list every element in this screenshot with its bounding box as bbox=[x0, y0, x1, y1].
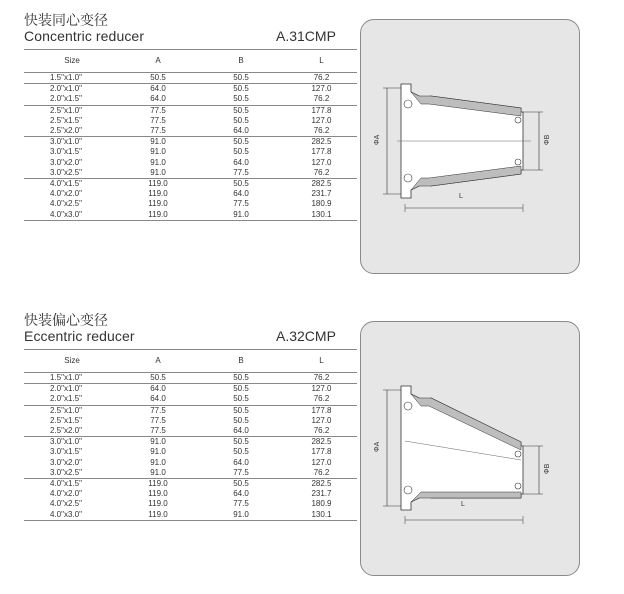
cell-size bbox=[24, 147, 120, 157]
cell-a: 77.5 bbox=[120, 426, 196, 437]
table-row bbox=[24, 84, 357, 95]
header-a: A bbox=[120, 50, 196, 73]
product-code: A.32CMP bbox=[276, 328, 336, 344]
section-title-chinese: 快装同心变径 bbox=[24, 12, 108, 28]
cell-l: 180.9 bbox=[311, 199, 332, 209]
cell-l: 76.2 bbox=[286, 394, 357, 405]
cell-size bbox=[24, 189, 120, 199]
cell-size bbox=[24, 426, 120, 437]
eccentric-reducer-drawing bbox=[361, 322, 579, 575]
size-value: 3.0"x1.5" bbox=[50, 447, 82, 457]
cell-b: 77.5 bbox=[196, 168, 286, 179]
size-value: 2.0"x1.0" bbox=[50, 384, 82, 394]
cell-size bbox=[24, 168, 120, 179]
cell-l: 282.5 bbox=[311, 437, 332, 447]
cell-l: 127.0 bbox=[311, 84, 332, 94]
header-l: L bbox=[286, 50, 357, 73]
cell-b: 50.5 bbox=[196, 94, 286, 105]
table-row-group bbox=[24, 73, 357, 84]
reducer-body-outline bbox=[401, 386, 523, 510]
left-upper-groove bbox=[404, 402, 412, 410]
cell-size bbox=[24, 499, 120, 509]
cell-l: 76.2 bbox=[286, 426, 357, 437]
cell-b: 50.5 bbox=[233, 384, 249, 394]
cell-l: 127.0 bbox=[311, 457, 332, 467]
cell-l: 76.2 bbox=[286, 373, 357, 384]
table-row bbox=[24, 189, 357, 199]
dimension-table bbox=[24, 49, 357, 221]
cell-size bbox=[24, 137, 120, 148]
cell-l: 127.0 bbox=[311, 384, 332, 394]
size-value: 2.5"x1.0" bbox=[50, 405, 82, 415]
table-row-group bbox=[24, 373, 357, 384]
cell-l: 127.0 bbox=[311, 157, 332, 167]
cell-a: 119.0 bbox=[148, 199, 168, 209]
table-row bbox=[24, 479, 357, 490]
table-row bbox=[24, 468, 357, 479]
size-value: 2.5"x1.5" bbox=[50, 115, 82, 125]
cell-a: 64.0 bbox=[120, 94, 196, 105]
size-value: 4.0"x2.5" bbox=[50, 199, 82, 209]
cell-b: 50.5 bbox=[233, 137, 249, 147]
cell-size bbox=[24, 468, 120, 479]
cell-l: 127.0 bbox=[311, 115, 332, 125]
cell-b: 50.5 bbox=[233, 447, 249, 457]
cell-size bbox=[24, 489, 120, 499]
dimension-b-label: ΦB bbox=[544, 463, 551, 474]
eccentric-reducer-diagram bbox=[360, 321, 580, 576]
cell-b: 64.0 bbox=[233, 489, 249, 499]
cell-l: 127.0 bbox=[311, 415, 332, 425]
cell-size bbox=[24, 447, 120, 457]
cell-a: 91.0 bbox=[150, 147, 166, 157]
table-row bbox=[24, 510, 357, 521]
table-row-group bbox=[24, 384, 357, 405]
cell-a: 77.5 bbox=[150, 405, 166, 415]
cell-size bbox=[24, 94, 120, 105]
cell-a: 91.0 bbox=[120, 168, 196, 179]
cell-a: 64.0 bbox=[120, 394, 196, 405]
cell-l: 282.5 bbox=[311, 479, 332, 489]
cell-a: 50.5 bbox=[120, 73, 196, 84]
cell-a: 77.5 bbox=[150, 415, 166, 425]
size-value: 3.0"x2.5" bbox=[50, 167, 82, 177]
table-row-group bbox=[24, 137, 357, 179]
cell-l: 282.5 bbox=[311, 137, 332, 147]
lower-wall-section bbox=[411, 492, 521, 502]
table-row bbox=[24, 426, 357, 437]
cell-size bbox=[24, 458, 120, 468]
right-lower-groove bbox=[515, 483, 521, 489]
cell-b: 50.5 bbox=[196, 73, 286, 84]
table-row bbox=[24, 179, 357, 190]
size-value: 4.0"x2.0" bbox=[50, 189, 82, 199]
cell-size bbox=[24, 116, 120, 126]
size-value: 2.5"x2.0" bbox=[50, 426, 82, 436]
cell-l: 177.8 bbox=[311, 147, 332, 157]
cell-b: 50.5 bbox=[233, 479, 249, 489]
table-row bbox=[24, 210, 357, 221]
size-value: 2.0"x1.5" bbox=[50, 94, 82, 104]
table-row-group bbox=[24, 405, 357, 437]
cell-a: 119.0 bbox=[148, 189, 168, 199]
cell-l: 231.7 bbox=[311, 189, 332, 199]
cell-size bbox=[24, 479, 120, 490]
cell-l: 76.2 bbox=[286, 168, 357, 179]
cell-b: 91.0 bbox=[196, 510, 286, 521]
cell-a: 91.0 bbox=[150, 447, 166, 457]
cell-l: 177.8 bbox=[311, 105, 332, 115]
dimension-a-label: ΦA bbox=[374, 134, 381, 145]
cell-a: 64.0 bbox=[150, 384, 166, 394]
left-lower-groove bbox=[404, 486, 412, 494]
table-row bbox=[24, 147, 357, 157]
cell-size bbox=[24, 384, 120, 395]
cell-a: 77.5 bbox=[150, 105, 166, 115]
cell-b: 77.5 bbox=[233, 199, 249, 209]
cell-b: 64.0 bbox=[196, 426, 286, 437]
size-value: 1.5"x1.0" bbox=[50, 373, 82, 382]
cell-b: 50.5 bbox=[233, 84, 249, 94]
table-row bbox=[24, 384, 357, 395]
size-value: 3.0"x1.0" bbox=[50, 137, 82, 147]
cell-a: 91.0 bbox=[150, 437, 166, 447]
cell-size bbox=[24, 510, 120, 521]
left-lower-groove bbox=[404, 174, 412, 182]
size-value: 3.0"x2.0" bbox=[50, 157, 82, 167]
header-size: Size bbox=[24, 350, 120, 373]
cell-a: 119.0 bbox=[148, 179, 168, 189]
right-lower-groove bbox=[515, 159, 521, 165]
table-row bbox=[24, 168, 357, 179]
cell-l: 282.5 bbox=[311, 179, 332, 189]
cell-b: 50.5 bbox=[196, 394, 286, 405]
size-value: 4.0"x1.5" bbox=[50, 179, 82, 189]
table-row bbox=[24, 199, 357, 209]
cell-a: 119.0 bbox=[120, 210, 196, 221]
header-l: L bbox=[286, 350, 357, 373]
table-row-group bbox=[24, 179, 357, 221]
table-header-row bbox=[24, 350, 357, 373]
size-value: 2.5"x2.0" bbox=[50, 126, 82, 136]
table-row bbox=[24, 373, 357, 384]
cell-b: 50.5 bbox=[233, 405, 249, 415]
table-row bbox=[24, 437, 357, 448]
cell-size bbox=[24, 416, 120, 426]
cell-b: 50.5 bbox=[233, 415, 249, 425]
cell-size bbox=[24, 405, 120, 416]
cell-a: 119.0 bbox=[148, 489, 168, 499]
eccentric-reducer-section bbox=[0, 300, 624, 590]
cell-b: 77.5 bbox=[196, 468, 286, 479]
cell-l: 177.8 bbox=[311, 405, 332, 415]
section-title-english: Eccentric reducer bbox=[24, 328, 135, 344]
table-row bbox=[24, 105, 357, 116]
table-row bbox=[24, 394, 357, 405]
table-row bbox=[24, 458, 357, 468]
size-value: 3.0"x2.5" bbox=[50, 467, 82, 477]
size-value: 2.0"x1.0" bbox=[50, 84, 82, 94]
size-value: 3.0"x1.0" bbox=[50, 437, 82, 447]
table-row bbox=[24, 158, 357, 168]
cell-l: 177.8 bbox=[311, 447, 332, 457]
cell-size bbox=[24, 158, 120, 168]
size-value: 3.0"x2.0" bbox=[50, 457, 82, 467]
table-row-group bbox=[24, 84, 357, 105]
size-value: 2.0"x1.5" bbox=[50, 394, 82, 404]
header-b: B bbox=[196, 50, 286, 73]
cell-a: 119.0 bbox=[148, 499, 168, 509]
table-row bbox=[24, 489, 357, 499]
cell-size bbox=[24, 199, 120, 209]
cell-l: 231.7 bbox=[311, 489, 332, 499]
table-row bbox=[24, 116, 357, 126]
cell-size bbox=[24, 126, 120, 137]
header-a: A bbox=[120, 350, 196, 373]
size-value: 2.5"x1.0" bbox=[50, 105, 82, 115]
cell-b: 50.5 bbox=[196, 373, 286, 384]
cell-b: 91.0 bbox=[196, 210, 286, 221]
cell-l: 130.1 bbox=[286, 510, 357, 521]
cell-size bbox=[24, 373, 120, 384]
table-row-group bbox=[24, 437, 357, 479]
cell-l: 76.2 bbox=[286, 94, 357, 105]
cell-l: 76.2 bbox=[286, 468, 357, 479]
table-row bbox=[24, 137, 357, 148]
table-row bbox=[24, 405, 357, 416]
cell-a: 91.0 bbox=[150, 157, 166, 167]
table-row bbox=[24, 126, 357, 137]
size-value: 4.0"x2.5" bbox=[50, 499, 82, 509]
table-header-row bbox=[24, 50, 357, 73]
cell-a: 91.0 bbox=[120, 468, 196, 479]
header-b: B bbox=[196, 350, 286, 373]
table-row-group bbox=[24, 105, 357, 137]
cell-a: 64.0 bbox=[150, 84, 166, 94]
cell-size bbox=[24, 179, 120, 190]
size-value: 4.0"x2.0" bbox=[50, 489, 82, 499]
cell-a: 77.5 bbox=[150, 115, 166, 125]
cell-b: 50.5 bbox=[233, 437, 249, 447]
cell-a: 77.5 bbox=[120, 126, 196, 137]
dimension-l-label: L bbox=[461, 501, 465, 508]
cell-b: 77.5 bbox=[233, 499, 249, 509]
table-row bbox=[24, 447, 357, 457]
cell-size bbox=[24, 73, 120, 84]
cell-b: 64.0 bbox=[196, 126, 286, 137]
left-upper-groove bbox=[404, 100, 412, 108]
cell-a: 119.0 bbox=[148, 479, 168, 489]
size-value: 1.5"x1.0" bbox=[50, 73, 82, 82]
size-value: 3.0"x1.5" bbox=[50, 147, 82, 157]
cell-size bbox=[24, 210, 120, 221]
cell-b: 64.0 bbox=[233, 157, 249, 167]
cell-l: 130.1 bbox=[286, 210, 357, 221]
product-code: A.31CMP bbox=[276, 28, 336, 44]
cell-b: 50.5 bbox=[233, 147, 249, 157]
table-row bbox=[24, 499, 357, 509]
cell-a: 91.0 bbox=[150, 457, 166, 467]
dimension-a-label: ΦA bbox=[374, 441, 381, 452]
right-upper-groove bbox=[515, 451, 521, 457]
table-row-group bbox=[24, 479, 357, 521]
dimension-l-label: L bbox=[459, 193, 463, 200]
cell-l: 76.2 bbox=[286, 73, 357, 84]
cell-b: 50.5 bbox=[233, 115, 249, 125]
cell-size bbox=[24, 437, 120, 448]
cell-a: 91.0 bbox=[150, 137, 166, 147]
cell-l: 180.9 bbox=[311, 499, 332, 509]
cell-a: 119.0 bbox=[120, 510, 196, 521]
header-size: Size bbox=[24, 50, 120, 73]
dimension-b-label: ΦB bbox=[544, 134, 551, 145]
section-title-english: Concentric reducer bbox=[24, 28, 145, 44]
concentric-reducer-section bbox=[0, 0, 624, 290]
size-value: 4.0"x3.0" bbox=[50, 209, 82, 219]
section-title-chinese: 快装偏心变径 bbox=[24, 312, 108, 328]
size-value: 4.0"x3.0" bbox=[50, 509, 82, 519]
table-row bbox=[24, 416, 357, 426]
table-row bbox=[24, 73, 357, 84]
size-value: 4.0"x1.5" bbox=[50, 479, 82, 489]
dimension-table-grid bbox=[24, 349, 357, 521]
cell-b: 64.0 bbox=[233, 457, 249, 467]
right-upper-groove bbox=[515, 117, 521, 123]
cell-size bbox=[24, 105, 120, 116]
cell-size bbox=[24, 84, 120, 95]
cell-l: 76.2 bbox=[286, 126, 357, 137]
cell-a: 50.5 bbox=[120, 373, 196, 384]
concentric-reducer-drawing bbox=[361, 20, 579, 273]
concentric-reducer-diagram bbox=[360, 19, 580, 274]
size-value: 2.5"x1.5" bbox=[50, 415, 82, 425]
cell-b: 50.5 bbox=[233, 179, 249, 189]
table-row bbox=[24, 94, 357, 105]
cell-b: 50.5 bbox=[233, 105, 249, 115]
cell-b: 64.0 bbox=[233, 189, 249, 199]
dimension-table-grid bbox=[24, 49, 357, 221]
cell-size bbox=[24, 394, 120, 405]
dimension-table bbox=[24, 349, 357, 521]
